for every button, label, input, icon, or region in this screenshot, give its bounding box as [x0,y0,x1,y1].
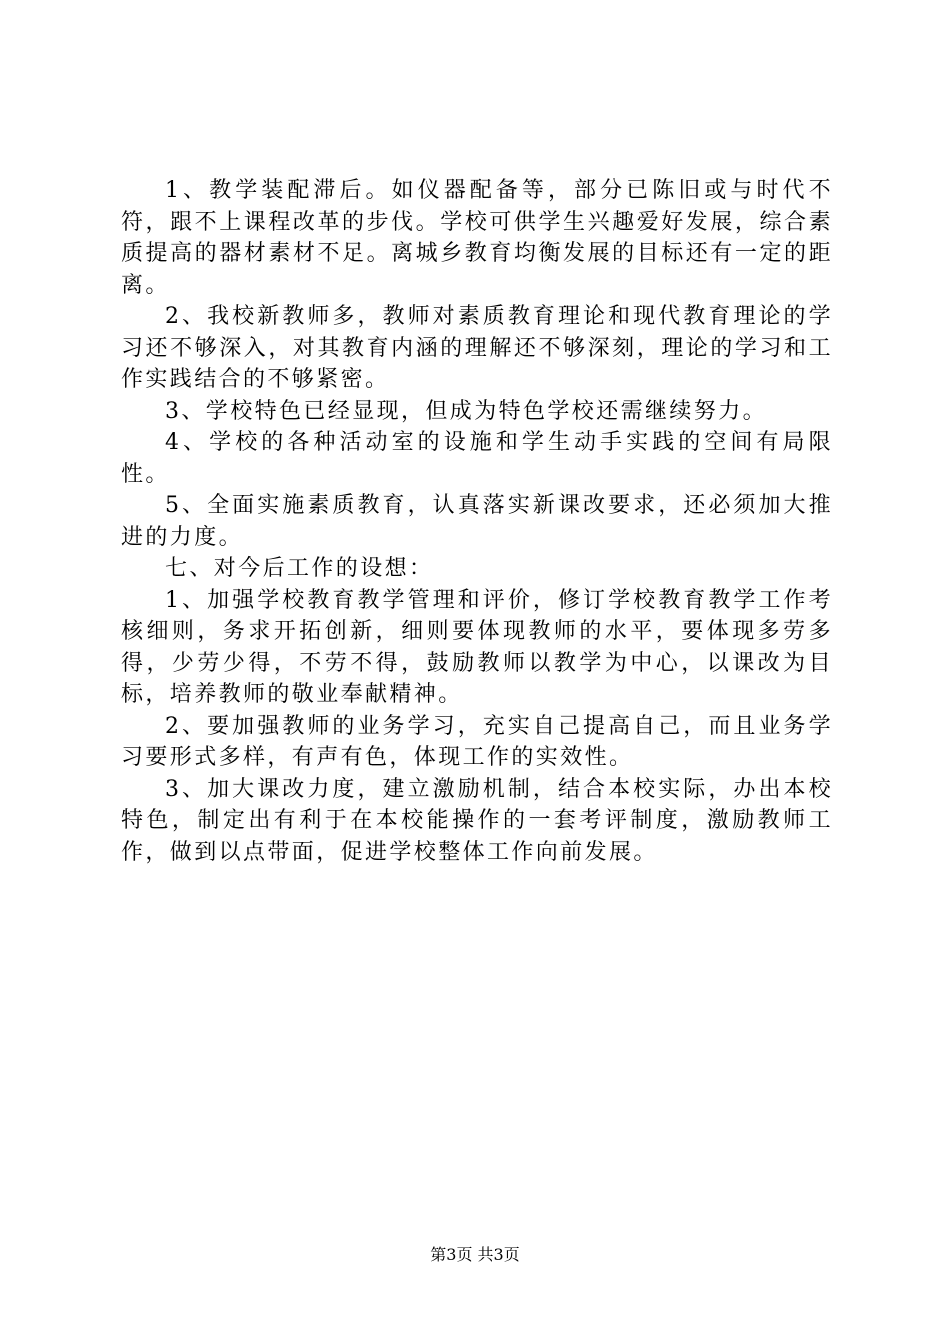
document-body [121,175,833,868]
paragraph-activity-rooms: 4、学校的各种活动室的设施和学生动手实践的空间有局限性。 [121,430,833,487]
page-number-footer: 第3页 共3页 [430,1245,520,1264]
paragraph-school-features: 3、学校特色已经显现，但成为特色学校还需继续努力。 [165,398,767,424]
paragraph-quality-education: 5、全面实施素质教育，认真落实新课改要求，还必须加大推进的力度。 [121,493,833,550]
paragraph-new-teachers: 2、我校新教师多，教师对素质教育理论和现代教育理论的学习还不够深入，对其教育内涵的理解还不够深刻，理论的学习和工作实践结合的不够紧密。 [121,304,833,392]
paragraph-management-evaluation: 1、加强学校教育教学管理和评价，修订学校教育教学工作考核细则，务求开拓创新，细则要体现教师的水平，要体现多劳多得，少劳少得，不劳不得，鼓励教师以教学为中心，以课改为目标，培养教师的敬业奉献精神。 [121,587,833,707]
paragraph-equipment-lagging: 1、教学装配滞后。如仪器配备等，部分已陈旧或与时代不符，跟不上课程改革的步伐。学校可供学生兴趣爱好发展，综合素质提高的器材素材不足。离城乡教育均衡发展的目标还有一定的距离。 [121,178,833,298]
paragraph-curriculum-reform: 3、加大课改力度，建立激励机制，结合本校实际，办出本校特色，制定出有利于在本校能操作的一套考评制度，激励教师工作，做到以点带面，促进学校整体工作向前发展。 [121,776,833,865]
paragraph-teacher-study: 2、要加强教师的业务学习，充实自己提高自己，而且业务学习要形式多样，有声有色，体现工作的实效性。 [121,713,833,770]
section-heading-future-plans: 七、对今后工作的设想： [165,556,434,581]
